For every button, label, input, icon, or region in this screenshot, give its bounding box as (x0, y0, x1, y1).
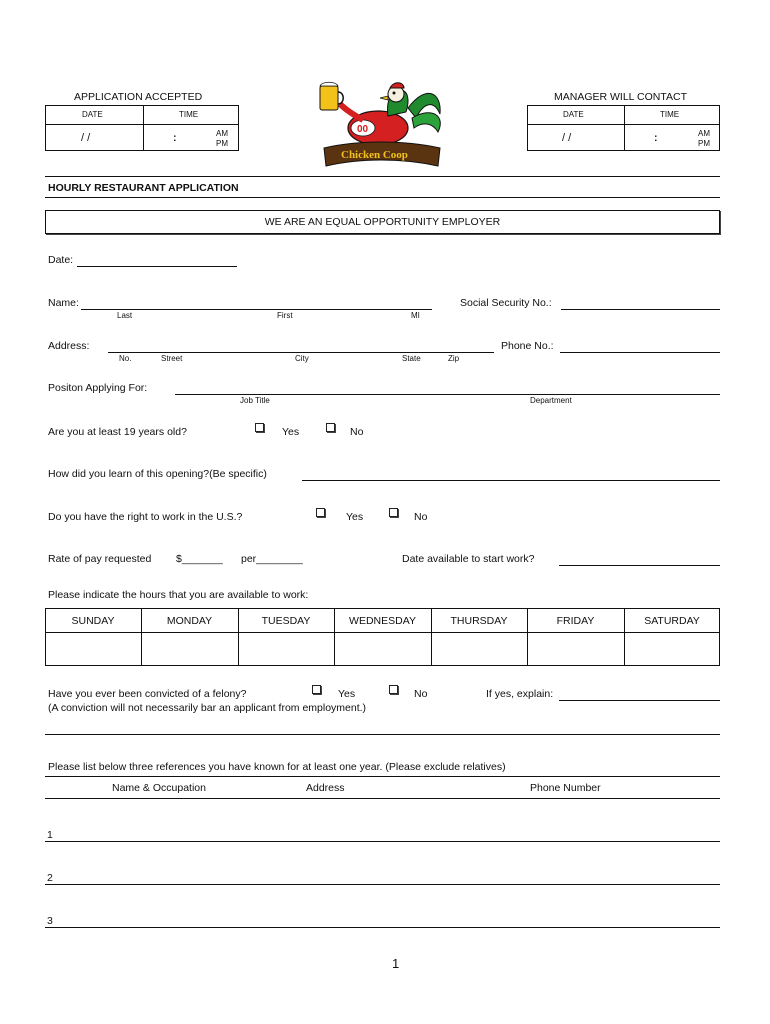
day-tuesday: TUESDAY (261, 615, 311, 627)
jersey-number: 00 (357, 124, 369, 135)
ref-phone-header: Phone Number (530, 782, 601, 794)
manager-contact-title: MANAGER WILL CONTACT (554, 91, 688, 103)
age-yes-label: Yes (282, 426, 300, 438)
hours-label: Please indicate the hours that you are available to work: (48, 589, 309, 601)
reference-number-2: 2 (47, 872, 53, 884)
manager-pm[interactable]: PM (698, 139, 710, 148)
learn-question: How did you learn of this opening?(Be specific) (48, 468, 267, 480)
right-to-work-question: Do you have the right to work in the U.S.? (48, 511, 243, 523)
manager-am[interactable]: AM (698, 129, 710, 138)
hours-wednesday-cell[interactable] (335, 633, 431, 665)
phone-field[interactable] (560, 352, 720, 353)
date-field[interactable] (77, 266, 237, 267)
references-label: Please list below three references you have known for at least one year. (Please exclude relatives) (48, 761, 506, 773)
explain-field-line-2[interactable] (45, 734, 720, 735)
felony-no-label: No (414, 688, 428, 700)
job-title-label: Job Title (240, 396, 270, 405)
age-question: Are you at least 19 years old? (48, 426, 187, 438)
reference-number-3: 3 (47, 915, 53, 927)
day-wednesday: WEDNESDAY (349, 615, 416, 627)
day-friday: FRIDAY (556, 615, 595, 627)
phone-label: Phone No.: (501, 340, 554, 352)
rooster-mascot-icon (308, 78, 454, 174)
address-city-label: City (295, 354, 309, 363)
equal-opportunity-text: WE ARE AN EQUAL OPPORTUNITY EMPLOYER (264, 216, 501, 228)
work-yes-checkbox[interactable] (316, 508, 325, 517)
name-last-label: Last (117, 311, 133, 320)
felony-note: (A conviction will not necessarily bar an applicant from employment.) (48, 702, 367, 714)
day-thursday: THURSDAY (450, 615, 508, 627)
name-field[interactable] (81, 309, 432, 310)
day-sunday: SUNDAY (71, 615, 115, 627)
logo-tagline: Sports Bar & Grill (354, 162, 393, 168)
pay-label: Rate of pay requested (48, 553, 152, 565)
manager-date-field[interactable]: / / (562, 132, 572, 144)
pay-amount-field[interactable]: $_______ (176, 553, 223, 565)
work-no-checkbox[interactable] (389, 508, 398, 517)
felony-yes-label: Yes (338, 688, 356, 700)
start-date-field[interactable] (559, 565, 720, 566)
address-zip-label: Zip (448, 354, 460, 363)
explain-label: If yes, explain: (486, 688, 554, 700)
start-date-label: Date available to start work? (402, 553, 535, 565)
age-no-checkbox[interactable] (326, 423, 335, 432)
hours-saturday-cell[interactable] (625, 633, 719, 665)
reference-number-1: 1 (47, 829, 53, 841)
ssn-label: Social Security No.: (460, 297, 552, 309)
pay-per-field[interactable]: per________ (241, 553, 303, 565)
reference-row-3[interactable] (45, 927, 720, 928)
application-accepted-box (45, 105, 239, 151)
manager-time-label: TIME (660, 110, 680, 119)
department-label: Department (530, 396, 572, 405)
felony-no-checkbox[interactable] (389, 685, 398, 694)
logo-name: Chicken Coop (341, 149, 408, 161)
hours-monday-cell[interactable] (142, 633, 238, 665)
page-number: 1 (392, 956, 400, 971)
chicken-coop-logo (308, 78, 454, 174)
name-label: Name: (48, 297, 79, 309)
ssn-field[interactable] (561, 309, 720, 310)
address-field[interactable] (108, 352, 494, 353)
hours-tuesday-cell[interactable] (239, 633, 334, 665)
manager-time-field[interactable]: : (654, 132, 658, 144)
hours-thursday-cell[interactable] (432, 633, 527, 665)
position-field[interactable] (175, 394, 720, 395)
accepted-date-label: DATE (82, 110, 103, 119)
work-yes-label: Yes (346, 511, 364, 523)
work-no-label: No (414, 511, 428, 523)
date-label: Date: (48, 254, 74, 266)
address-street-label: Street (161, 354, 183, 363)
accepted-am[interactable]: AM (216, 129, 228, 138)
hours-sunday-cell[interactable] (46, 633, 141, 665)
day-saturday: SATURDAY (644, 615, 700, 627)
hours-friday-cell[interactable] (528, 633, 624, 665)
manager-date-label: DATE (563, 110, 584, 119)
ref-name-header: Name & Occupation (112, 782, 206, 794)
address-label: Address: (48, 340, 90, 352)
accepted-time-label: TIME (179, 110, 199, 119)
name-first-label: First (277, 311, 293, 320)
accepted-pm[interactable]: PM (216, 139, 228, 148)
accepted-time-field[interactable]: : (173, 132, 177, 144)
felony-question: Have you ever been convicted of a felony? (48, 688, 247, 700)
learn-field[interactable] (302, 480, 720, 481)
reference-row-2[interactable] (45, 884, 720, 885)
explain-field[interactable] (559, 700, 720, 701)
accepted-date-field[interactable]: / / (81, 132, 91, 144)
position-label: Positon Applying For: (48, 382, 148, 394)
form-title: HOURLY RESTAURANT APPLICATION (48, 182, 239, 194)
name-mi-label: MI (411, 311, 420, 320)
felony-yes-checkbox[interactable] (312, 685, 321, 694)
address-no-label: No. (119, 354, 132, 363)
age-yes-checkbox[interactable] (255, 423, 264, 432)
age-no-label: No (350, 426, 364, 438)
ref-address-header: Address (306, 782, 345, 794)
day-monday: MONDAY (166, 615, 213, 627)
reference-row-1[interactable] (45, 841, 720, 842)
application-accepted-title: APPLICATION ACCEPTED (74, 91, 203, 103)
address-state-label: State (402, 354, 421, 363)
